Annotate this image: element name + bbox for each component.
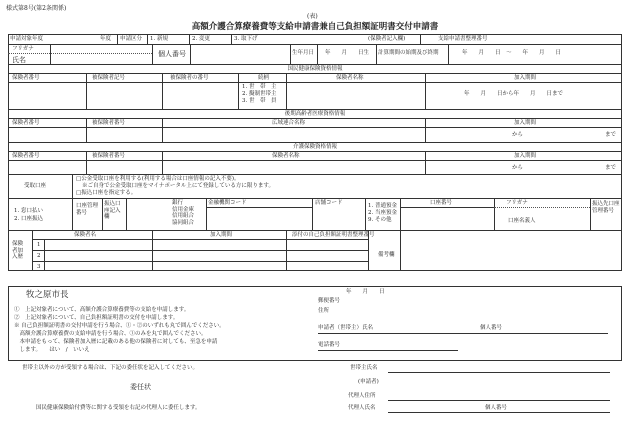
remarks-label: 備考欄 [378,252,395,258]
acct-current[interactable]: 2. 当座預金 [368,210,397,216]
elderly-union-header: 広域連合名称 [272,120,306,126]
commission-title: 委任状 [130,383,151,391]
proxy-personal-no-label: 個人番号 [485,405,508,411]
care-insurer-name-header: 保険者名称 [272,153,300,159]
history-row-2: 2 [37,253,41,259]
note-4: 高額介護合算療養費の支給申請を行う場合、①のみを丸で囲んでください。 [14,331,207,337]
furigana-label: フリガナ [12,46,34,52]
note-3: ※ 自己負担額証明書の交付申請を行う場合、①・②のいずれも丸で囲んでください。 [14,323,225,329]
relation-member[interactable]: 3. 世 帯 員 [242,98,277,104]
branch-code-label: 店舗コード [315,200,343,206]
kind-new[interactable]: 1. 新規 [150,36,168,42]
elderly-until: まで [605,132,617,138]
care-insured-no-header: 被保険者番号 [92,153,126,159]
name-label: 氏名 [12,56,26,64]
nhi-period-header: 加入期間 [514,75,537,81]
note-6-consent[interactable]: します。 はい / いいえ [14,347,90,353]
nhi-symbol-header: 被保険者記号 [92,75,126,81]
acct-no-label: 口座番号 [430,200,453,206]
zip-label: 郵便番号 [318,298,341,304]
nhi-relation-header: 続柄 [258,75,270,81]
nhi-insurer-name-header: 保険者名称 [336,75,364,81]
note-5: 本申請をもって、保険者加入歴に記載のある他の保険者に対しても、至急を申請 [14,339,218,345]
acct-ordinary[interactable]: 1. 普通預金 [368,203,397,209]
note-2: ② 上記対象者について、自己負担額証明書の交付を申請します。 [14,315,179,321]
form-title: 高額介護合算療養費等支給申請書兼自己負担額証明書交付申請書 [191,22,439,32]
holder-furigana-label: フリガナ [506,200,528,206]
proxy-name-label: 代理人氏名 [348,405,376,411]
period-label: 申請対象年度 [10,36,44,42]
pay-window[interactable]: 1. 窓口払い [14,208,43,214]
receipt-label: 支給申請書整理番号 [438,36,488,42]
calc-period-label: 計算期間の始期及び終期 [378,50,439,56]
kind-withdraw[interactable]: 3. 取下げ [234,36,258,42]
relation-head[interactable]: 1. 世 帯 主 [242,84,277,90]
commission-text: 国民健康保険給付費等に関する受領を右記の代理人に委任します。 [36,405,201,411]
note-1: ① 上記対象者について、高額介護合算療養費等の支給を申請します。 [14,307,190,313]
care-section-title: 介護保険資格情報 [292,144,337,150]
dest-type-label: 振込先口座管理番号 [592,201,620,214]
address-label: 住所 [318,308,330,314]
holder-label: 口座名義人 [508,218,536,224]
history-period-header: 加入期間 [210,232,233,238]
phone-label: 電話番号 [318,342,341,348]
application-date[interactable]: 年 月 日 [346,289,385,295]
care-until: まで [605,165,617,171]
app-kind-label: 申請区分 [120,36,143,42]
care-period-header: 加入期間 [514,153,537,159]
nhi-insurer-no-header: 保険者番号 [12,75,40,81]
form-number: 様式第8号(第2条関係) [6,5,67,12]
acct-other[interactable]: 9. その他 [368,217,392,223]
elderly-insurer-no-header: 保険者番号 [12,120,40,126]
applicant-paren-label: (申請者) [358,379,379,385]
year-unit: 年度 [100,36,112,42]
elderly-from: から [512,132,524,138]
page-side-label: (表) [307,13,318,20]
relation-deemed-head[interactable]: 2. 擬制世帯主 [242,91,277,97]
history-cert-header: 添付の自己負担額証明書整理番号 [292,232,375,238]
history-row-3: 3 [37,264,41,270]
kind-change[interactable]: 2. 変更 [192,36,210,42]
mgmt-no-label: 口座管理番号 [76,203,99,216]
option-public-account[interactable]: □公金受取口座を利用する(利用する場合は口座情報の記入不要)。 [76,176,240,182]
nhi-period-value[interactable]: 年 月 日から年 月 日まで [464,91,564,97]
insurer-note: (保険者記入欄) [368,36,406,42]
nhi-section-title: 国民健康保険資格情報 [287,66,343,72]
nhi-insured-no-header: 被保険者の番号 [170,75,209,81]
public-account-note: ※ご自身で公金受取口座をマイナポータル上にて登録している方に限ります。 [82,183,274,189]
elderly-section-title: 後期高齢者医療資格情報 [284,111,346,117]
elderly-period-header: 加入期間 [514,120,537,126]
personal-number-label: 個人番号 [158,50,186,58]
mayor-label: 牧之原市長 [26,290,69,300]
history-insurer-header: 保険者名 [74,232,97,238]
calc-period-value[interactable]: 年 月 日 ～ 年 月 日 [462,50,562,56]
bank-code-label: 金融機関コード [208,200,247,206]
care-from: から [512,165,524,171]
pay-transfer[interactable]: 2. 口座振込 [14,216,43,222]
head-name-label: 世帯主氏名 [350,365,378,371]
delegate-intro: 世帯主以外の方が受領する場合は、下記の委任状を記入してください。 [22,365,199,371]
birth-date[interactable]: 年 月 日生 [325,50,370,56]
history-row-1: 1 [37,242,41,248]
bank-types[interactable]: 銀行 信用金庫 信用組合 協同組合 [172,200,195,226]
applicant-personal-no-label: 個人番号 [480,325,503,331]
birth-label: 生年月日 [292,50,315,56]
option-designate-account[interactable]: □振込口座を指定する。 [76,190,137,196]
care-insurer-no-header: 保険者番号 [12,153,40,159]
receipt-account-label: 受取口座 [24,183,47,189]
elderly-insured-no-header: 被保険者番号 [92,120,126,126]
history-side-label: 保険者加入歴 [12,241,24,260]
applicant-name-label: 申請者（世帯主）氏名 [318,325,374,331]
proxy-address-label: 代理人住所 [348,393,376,399]
transfer-account-label: 振込口座記入欄 [104,201,121,220]
